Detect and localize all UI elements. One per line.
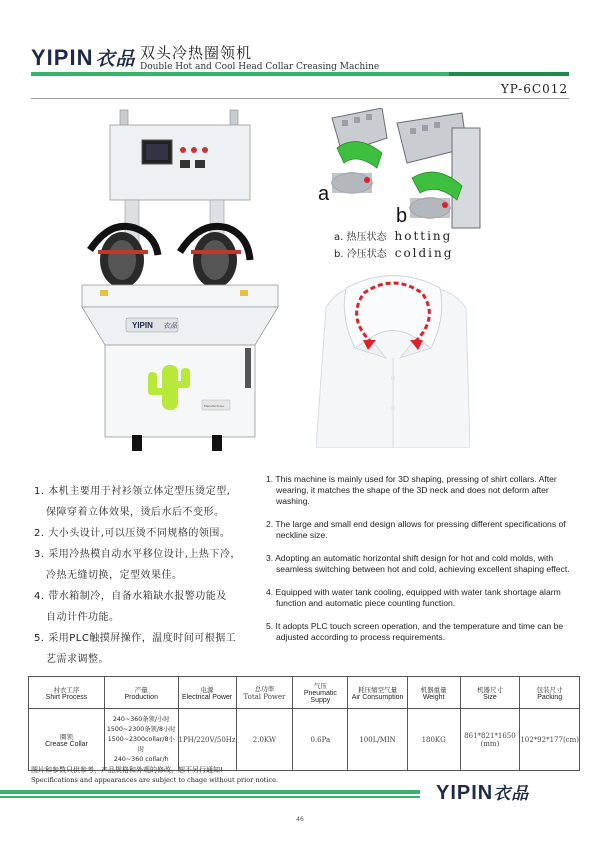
feature-en-1: 1. This machine is mainly used for 3D shaping, pressing of shirt collars. After wearing, it matches the shape of the 3D neck and does not deform after washing. [266,474,557,506]
feature-cn-4: 4. 带水箱制冷，自备水箱缺水报警功能及 [34,591,227,602]
feature-cn-3: 3. 采用冷热模自动水平移位设计,上热下冷， [34,549,241,560]
footer-brand-name-cn: 衣品 [493,784,530,804]
spec-weight: 180KG [407,709,460,771]
machine-nameplate-text: Manufacturer [204,404,225,408]
spec-header-power: 电源 Electrical Power [178,677,236,709]
spec-table [28,676,580,771]
footer-accent-line [0,796,420,798]
spec-header-process: 衬衣工序 Shirt Process [29,677,105,709]
header-accent-bar [31,72,569,76]
feature-cn-1: 1. 本机主要用于衬衫领立体定型压烫定型, [34,486,231,497]
legend-hotting-cn: a. 热压状态 [334,232,387,243]
diagram-label-a: a [318,183,330,205]
spec-data-row [29,709,580,771]
spec-header-row [29,677,580,709]
feature-cn-5: 5. 采用PLC触摸屏操作，温度时间可根据工 [34,633,237,644]
spec-air: 100L/MIN [348,709,407,771]
feature-en-4: 4. Equipped with water tank cooling, equipped with water tank shortage alarm function and automatic piece counting function. [266,587,561,608]
feature-cn-1-cont: 保障穿着立体效果，烫后水后不变形。 [46,507,225,518]
footer-brand-logo [436,779,529,805]
footer-accent-bar [0,790,420,794]
machine-panel-brand: YIPIN [132,321,153,330]
legend-colding-cn: b. 冷压状态 [334,249,387,260]
feature-en-5: 5. It adopts PLC touch screen operation, and the temperature and time can be adjusted according to process requirements. [266,621,564,642]
product-title-cn: 双头冷热圈领机 [140,44,253,62]
legend-colding [334,245,453,260]
brand-name-cn: 衣品 [95,48,136,70]
model-number: YP-6C012 [500,82,568,96]
spec-header-packing: 包装尺寸 Packing [520,677,580,709]
brand-name: YIPIN [31,45,94,70]
spec-power: 1PH/220V/50Hz [178,709,236,771]
spec-total-power: 2.0KW [236,709,293,771]
spec-header-air: 耗压缩空气量 Air Consumption [348,677,407,709]
header-divider [31,98,569,99]
spec-header-pneumatic: 气压 Pneumatic Suppy [293,677,348,709]
legend-colding-en: colding [394,246,454,260]
page-number: 46 [296,816,304,823]
features-en [266,474,578,655]
spec-header-total-power: 总功率 Total Power [236,677,293,709]
spec-header-weight: 机器重量 Weight [407,677,460,709]
machine-panel-brand-cn: 衣品 [163,322,177,330]
spec-packing: 102*92*177(cm) [520,709,580,771]
feature-cn-2: 2. 大小头设计,可以压烫不同规格的领围。 [34,528,231,539]
shirt-collar-photo [316,268,470,448]
legend-hotting-en: hotting [394,229,453,243]
brand-logo [31,44,135,71]
product-title-en: Double Hot and Cool Head Collar Creasing Machine [140,62,380,72]
feature-en-2: 2. The large and small end design allows for pressing different specifications of neckline size. [266,519,566,540]
spec-header-size: 机器尺寸 Size [460,677,520,709]
feature-cn-4-cont: 自动计件功能。 [46,612,120,623]
disclaimer [31,765,278,785]
diagram-label-b: b [396,205,408,227]
spec-production: 240~360条领/小时 1500~2300条领/8小时 1500~2300collar/8小时 240~360 collar/h [104,709,178,771]
feature-en-3: 3. Adopting an automatic horizontal shift design for hot and cold molds, with seamless switching between hot and cold, achieving excellent shaping effect. [266,553,570,574]
footer-brand-name: YIPIN [436,782,494,804]
features-cn [34,481,266,670]
feature-cn-5-cont: 艺需求调整。 [46,654,109,665]
feature-cn-3-cont: 冷热无缝切换，定型效果佳。 [46,570,183,581]
spec-pneumatic: 0.6Pa [293,709,348,771]
legend-hotting [334,228,452,243]
spec-size: 861*821*1650 (mm) [460,709,520,771]
spec-header-production: 产量 Production [104,677,178,709]
disclaimer-cn: 图片和参数只供参考，产品规格和外观的修改，恕不另行通知! [31,766,223,774]
disclaimer-en: Specifications and appearances are subject to chage without prior notice. [31,776,279,784]
machine-photo [70,100,290,455]
spec-process: 圈领 Crease Collar [29,709,105,771]
